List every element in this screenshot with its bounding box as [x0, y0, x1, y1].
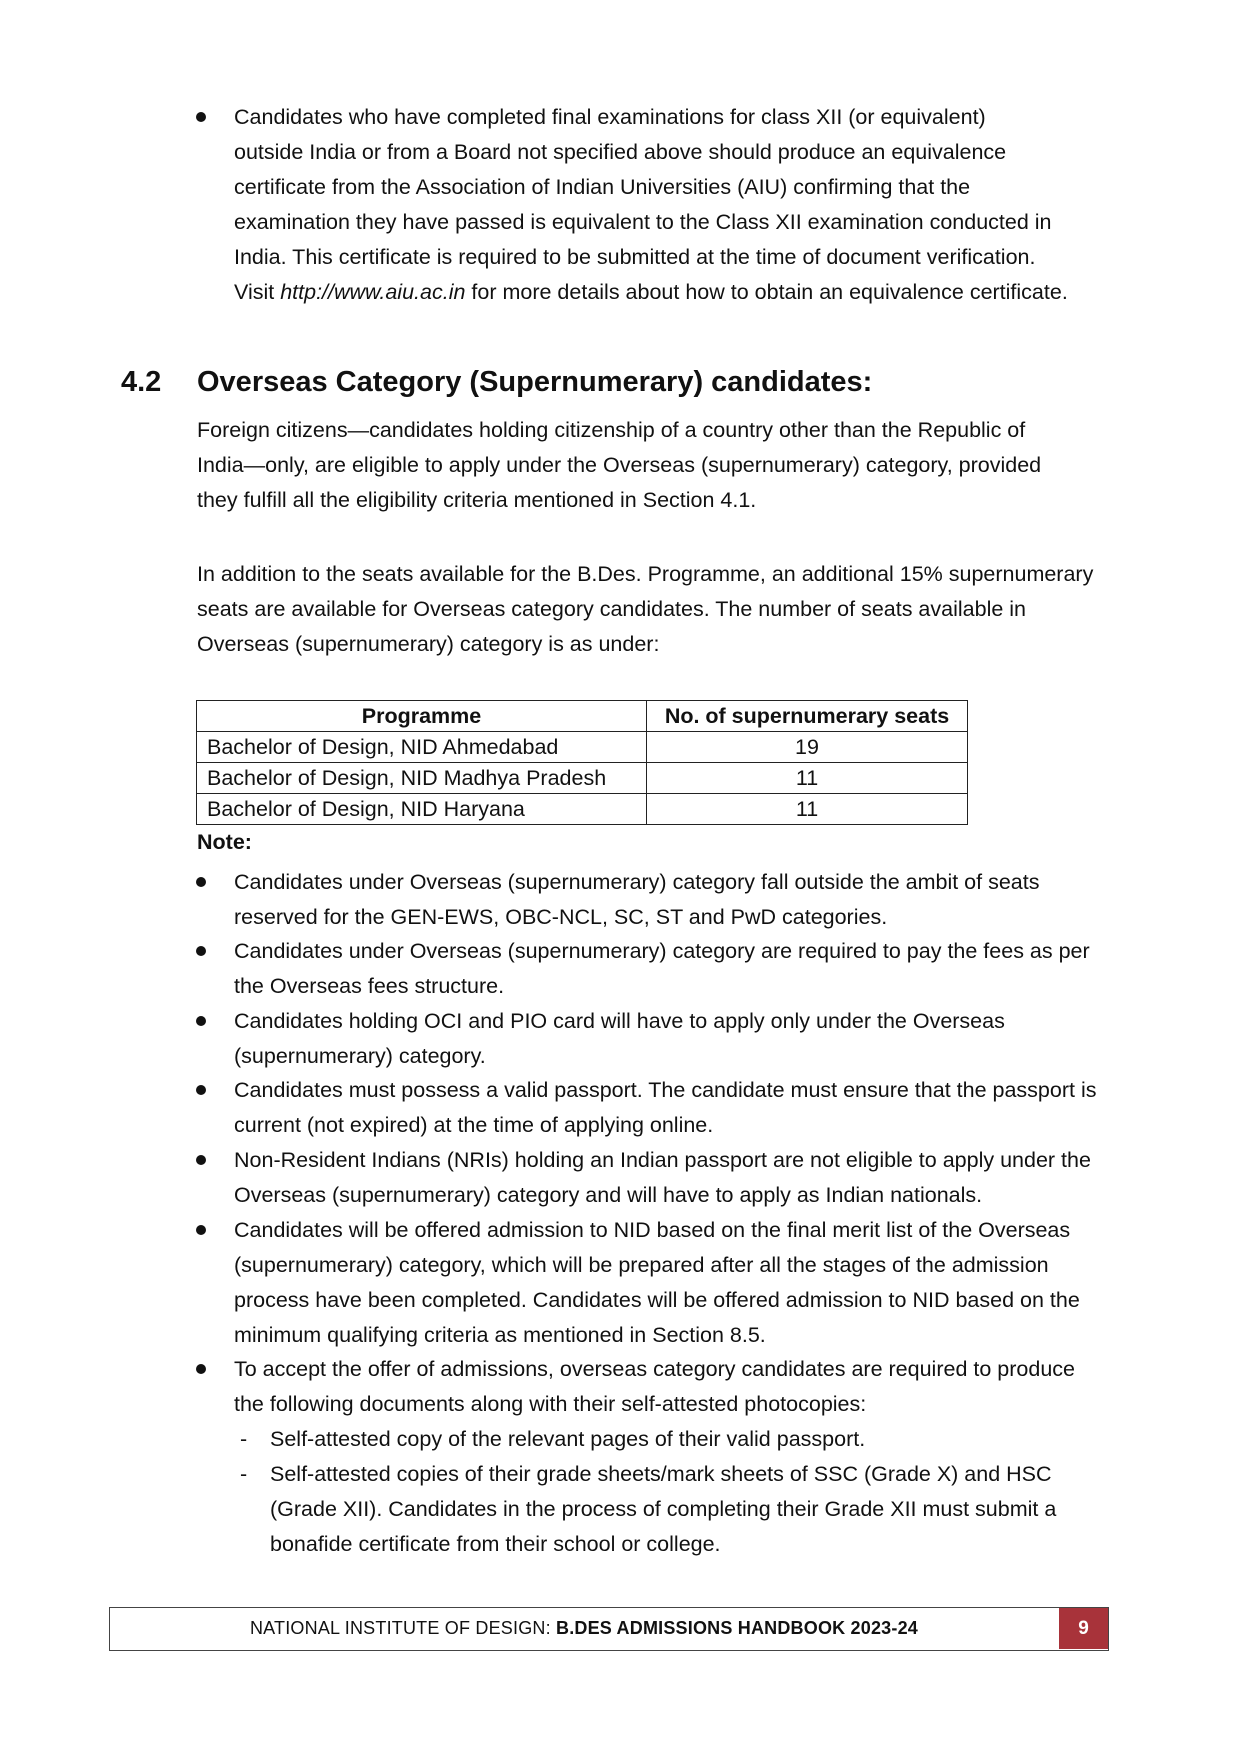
- sub-item-line: Self-attested copies of their grade sheets/mark sheets of SSC (Grade X) and HSC: [270, 1462, 1052, 1486]
- paragraph-eligibility: [197, 413, 1187, 518]
- note-bullet: [234, 1352, 1194, 1422]
- note-line: (supernumerary) category, which will be prepared after all the stages of the admission: [234, 1253, 1049, 1277]
- note-line: To accept the offer of admissions, overseas category candidates are required to produce: [234, 1357, 1075, 1381]
- note-line: Candidates holding OCI and PIO card will have to apply only under the Overseas: [234, 1009, 1005, 1033]
- bullet-dot: [196, 1364, 206, 1374]
- bullet-dot: [196, 877, 206, 887]
- paragraph-line: seats are available for Overseas category candidates. The number of seats available in: [197, 597, 1027, 621]
- note-line: Overseas (supernumerary) category and will have to apply as Indian nationals.: [234, 1183, 983, 1207]
- note-bullet: [234, 1143, 1194, 1213]
- sub-item: [270, 1422, 1130, 1457]
- section-title: Overseas Category (Supernumerary) candidates:: [197, 366, 873, 398]
- intro-line: [234, 275, 1194, 310]
- intro-visit-prefix: Visit: [234, 280, 281, 304]
- paragraph-line: Foreign citizens—candidates holding citizenship of a country other than the Republic of: [197, 418, 1026, 442]
- sub-item-line: (Grade XII). Candidates in the process of completing their Grade XII must submit a: [270, 1497, 1057, 1521]
- note-line: Candidates must possess a valid passport. The candidate must ensure that the passport is: [234, 1078, 1097, 1102]
- table-row: [197, 763, 968, 794]
- sub-item-dash: -: [240, 1462, 248, 1486]
- paragraph-line: India—only, are eligible to apply under the Overseas (supernumerary) category, provided: [197, 453, 1042, 477]
- bullet-dot: [196, 1016, 206, 1026]
- intro-line: certificate from the Association of Indian Universities (AIU) confirming that the: [234, 175, 971, 199]
- note-line: current (not expired) at the time of applying online.: [234, 1113, 714, 1137]
- note-line: the Overseas fees structure.: [234, 974, 505, 998]
- programme-cell: Bachelor of Design, NID Haryana: [197, 794, 647, 825]
- aiu-link[interactable]: http://www.aiu.ac.in: [280, 280, 466, 304]
- note-line: Non-Resident Indians (NRIs) holding an Indian passport are not eligible to apply under the: [234, 1148, 1091, 1172]
- table-header-row: [197, 701, 968, 732]
- bullet-dot: [196, 112, 206, 122]
- note-line: reserved for the GEN-EWS, OBC-NCL, SC, ST and PwD categories.: [234, 905, 888, 929]
- note-line: Candidates will be offered admission to NID based on the final merit list of the Overseas: [234, 1218, 1071, 1242]
- programme-cell: Bachelor of Design, NID Ahmedabad: [197, 732, 647, 763]
- seats-cell: 11: [647, 763, 968, 794]
- footer-institute: NATIONAL INSTITUTE OF DESIGN:: [249, 1618, 556, 1638]
- intro-line: examination they have passed is equivalent to the Class XII examination conducted in: [234, 210, 1052, 234]
- bullet-dot: [196, 1225, 206, 1235]
- bullet-dot: [196, 946, 206, 956]
- note-bullet: [234, 1213, 1194, 1353]
- note-label: Note:: [197, 830, 252, 854]
- paragraph-line: In addition to the seats available for the B.Des. Programme, an additional 15% supernumerary: [197, 562, 1094, 586]
- sub-item: [270, 1457, 1130, 1562]
- intro-bullet-text: [234, 100, 1194, 310]
- note-bullet: [234, 1073, 1194, 1143]
- page-footer: [109, 1607, 1109, 1651]
- seats-cell: 11: [647, 794, 968, 825]
- programme-cell: Bachelor of Design, NID Madhya Pradesh: [197, 763, 647, 794]
- column-header-programme: Programme: [197, 701, 647, 732]
- bullet-dot: [196, 1085, 206, 1095]
- intro-line: India. This certificate is required to be submitted at the time of document verification.: [234, 245, 1036, 269]
- bullet-dot: [196, 1155, 206, 1165]
- column-header-seats: No. of supernumerary seats: [647, 701, 968, 732]
- note-line: process have been completed. Candidates will be offered admission to NID based on the: [234, 1288, 1080, 1312]
- note-line: Candidates under Overseas (supernumerary) category fall outside the ambit of seats: [234, 870, 1040, 894]
- note-line: minimum qualifying criteria as mentioned in Section 8.5.: [234, 1323, 766, 1347]
- note-bullet: [234, 865, 1194, 935]
- note-line: (supernumerary) category.: [234, 1044, 486, 1068]
- sub-item-dash: -: [240, 1427, 248, 1451]
- note-bullet: [234, 934, 1194, 1004]
- supernumerary-seats-table: [196, 700, 968, 825]
- intro-line: outside India or from a Board not specified above should produce an equivalence: [234, 140, 1007, 164]
- note-line: Candidates under Overseas (supernumerary) category are required to pay the fees as per: [234, 939, 1090, 963]
- table-row: [197, 794, 968, 825]
- seats-cell: 19: [647, 732, 968, 763]
- sub-item-line: bonafide certificate from their school or college.: [270, 1532, 721, 1556]
- footer-handbook: B.DES ADMISSIONS HANDBOOK 2023-24: [556, 1618, 919, 1638]
- paragraph-line: they fulfill all the eligibility criteria mentioned in Section 4.1.: [197, 488, 757, 512]
- table-row: [197, 732, 968, 763]
- intro-visit-suffix: for more details about how to obtain an equivalence certificate.: [465, 280, 1068, 304]
- paragraph-seats: [197, 557, 1187, 662]
- intro-line: Candidates who have completed final examinations for class XII (or equivalent): [234, 105, 986, 129]
- section-number: 4.2: [121, 366, 162, 398]
- sub-item-line: Self-attested copy of the relevant pages of their valid passport.: [270, 1427, 866, 1451]
- paragraph-line: Overseas (supernumerary) category is as under:: [197, 632, 660, 656]
- footer-title: [110, 1608, 1058, 1649]
- note-bullet: [234, 1004, 1194, 1074]
- page-number-badge: 9: [1059, 1608, 1108, 1649]
- note-line: the following documents along with their self-attested photocopies:: [234, 1392, 867, 1416]
